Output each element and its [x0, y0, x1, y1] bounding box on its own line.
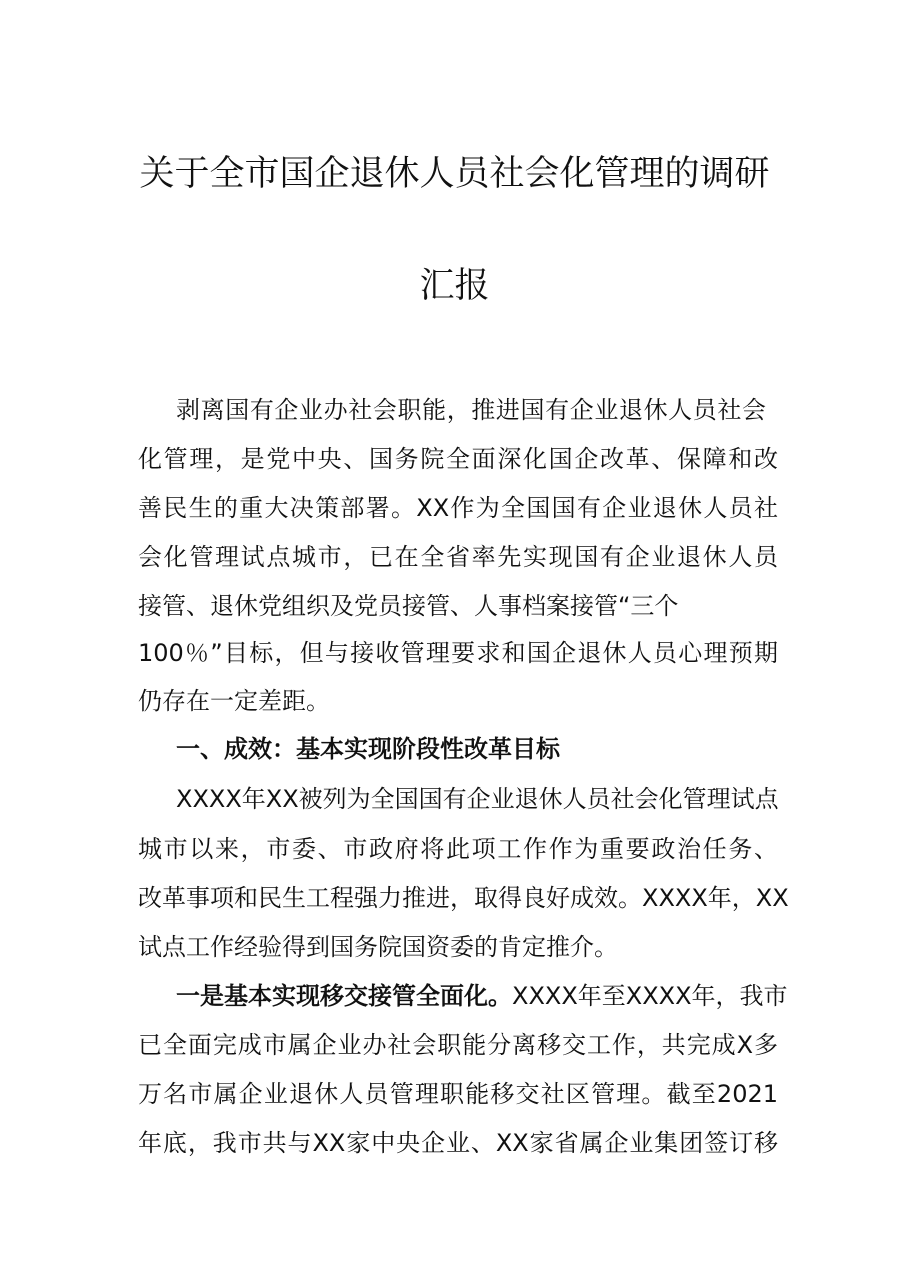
paragraph-2-line-3: 改革事项和民生工程强力推进，取得良好成效。XXXX年，XX [138, 884, 789, 912]
document-title-line-1: 关于全市国企退休人员社会化管理的调研 [139, 154, 770, 194]
document-title-line-2: 汇报 [419, 266, 490, 306]
paragraph-1-line-3: 善民生的重大决策部署。XX作为全国国有企业退休人员社 [138, 494, 778, 522]
paragraph-3-line-1-rest: XXXX年至XXXX年，我市 [512, 982, 788, 1010]
section-heading-1: 一、成效：基本实现阶段性改革目标 [176, 735, 560, 763]
paragraph-3-line-2: 已全面完成市属企业办社会职能分离移交工作，共完成X多 [138, 1031, 778, 1059]
paragraph-3-line-4: 年底，我市共与XX家中央企业、XX家省属企业集团签订移 [138, 1129, 778, 1157]
paragraph-1-line-5: 接管、退休党组织及党员接管、人事档案接管“三个 [138, 592, 679, 620]
paragraph-2-line-1: XXXX年XX被列为全国国有企业退休人员社会化管理试点 [176, 785, 779, 813]
paragraph-1-line-7: 仍存在一定差距。 [138, 687, 330, 715]
paragraph-3-lead: 一是基本实现移交接管全面化。 [176, 982, 512, 1010]
paragraph-1-line-6: 100％”目标，但与接收管理要求和国企退休人员心理预期 [138, 639, 778, 667]
paragraph-1-line-1: 剥离国有企业办社会职能，推进国有企业退休人员社会 [176, 396, 766, 424]
paragraph-3-line-3: 万名市属企业退休人员管理职能移交社区管理。截至2021 [138, 1080, 778, 1108]
paragraph-2-line-2: 城市以来，市委、市政府将此项工作作为重要政治任务、 [138, 835, 778, 863]
paragraph-1-line-2: 化管理，是党中央、国务院全面深化国企改革、保障和改 [138, 445, 778, 473]
paragraph-3-line-1 [176, 979, 788, 1013]
paragraph-1-line-4: 会化管理试点城市，已在全省率先实现国有企业退休人员 [138, 543, 778, 571]
paragraph-2-line-4: 试点工作经验得到国务院国资委的肯定推介。 [138, 933, 618, 961]
